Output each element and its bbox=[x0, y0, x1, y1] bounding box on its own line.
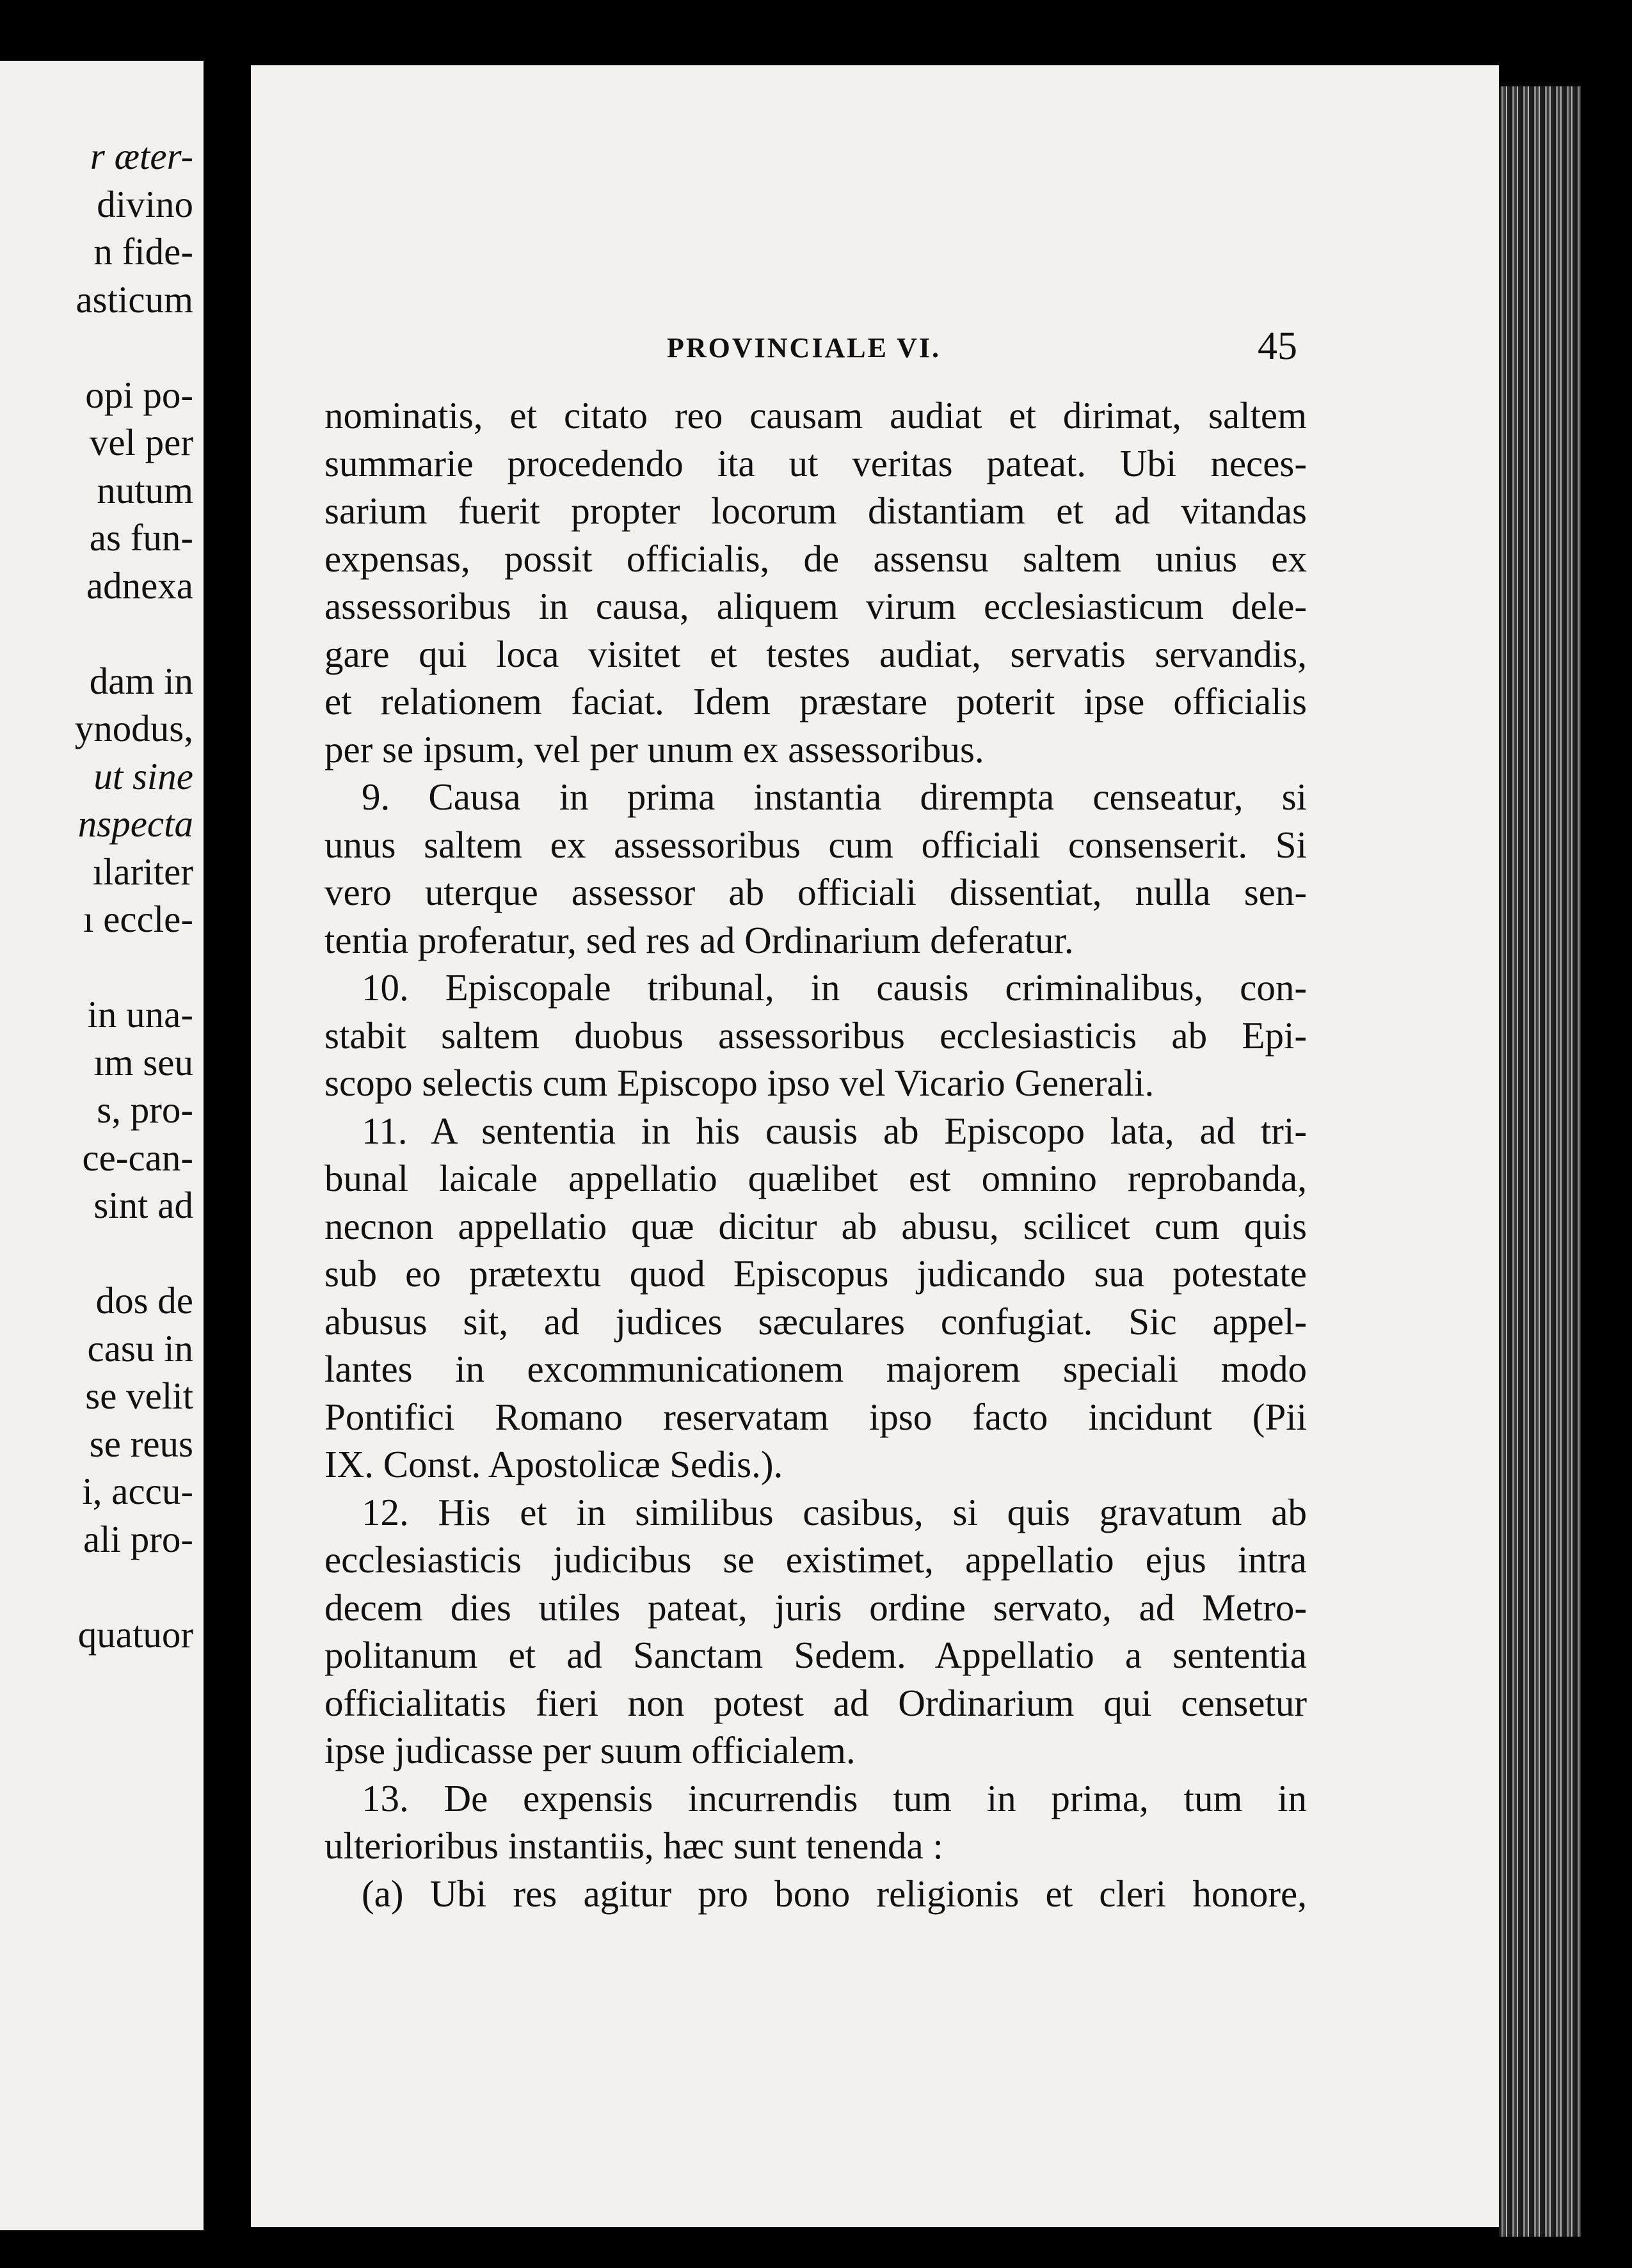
body-line: expensas, possit officialis, de assensu saltem unius ex bbox=[324, 537, 1307, 580]
body-line: ipse judicasse per suum officialem. bbox=[324, 1729, 856, 1771]
body-line: gare qui loca visitet et testes audiat, servatis servandis, bbox=[324, 632, 1307, 675]
body-line: sub eo prætextu quod Episcopus judicando sua potestate bbox=[324, 1252, 1307, 1295]
body-line: abusus sit, ad judices sæculares confugiat. Sic appel- bbox=[324, 1300, 1307, 1343]
left-page-line: s, pro- bbox=[97, 1089, 193, 1131]
body-line: 13. De expensis incurrendis tum in prima, tum in bbox=[362, 1777, 1307, 1819]
body-line: IX. Const. Apostolicæ Sedis.). bbox=[324, 1443, 783, 1485]
left-page-line: nutum bbox=[97, 468, 193, 511]
left-page-line: ı eccle- bbox=[83, 898, 193, 940]
left-page-line: sint ad bbox=[93, 1184, 193, 1226]
body-line: summarie procedendo ita ut veritas pateat. Ubi neces- bbox=[324, 442, 1307, 484]
body-line: lantes in excommunicationem majorem speciali modo bbox=[324, 1348, 1307, 1390]
body-line: politanum et ad Sanctam Sedem. Appellatio a sententia bbox=[324, 1634, 1307, 1676]
body-line: et relationem faciat. Idem præstare poterit ipse officialis bbox=[324, 680, 1307, 723]
dark-border bbox=[1581, 86, 1632, 2268]
left-page-line: ut sine bbox=[93, 755, 193, 797]
body-line: ulterioribus instantiis, hæc sunt tenenda : bbox=[324, 1825, 943, 1867]
left-page-line: ali pro- bbox=[83, 1517, 193, 1560]
left-page-line: se velit bbox=[85, 1375, 193, 1417]
left-page-line: n fide- bbox=[93, 230, 193, 273]
left-page-line: ce-can- bbox=[82, 1136, 193, 1179]
left-page-line: adnexa bbox=[86, 564, 193, 607]
body-text bbox=[324, 392, 1307, 1917]
body-line: sarium fuerit propter locorum distantiam et ad vitandas bbox=[324, 490, 1307, 532]
left-page-line: divino bbox=[97, 182, 193, 225]
body-line: assessoribus in causa, aliquem virum ecclesiasticum dele- bbox=[324, 585, 1307, 627]
body-line: scopo selectis cum Episcopo ipso vel Vicario Generali. bbox=[324, 1062, 1155, 1104]
body-line: nominatis, et citato reo causam audiat et dirimat, saltem bbox=[324, 394, 1307, 436]
page-header bbox=[251, 320, 1499, 371]
left-page-line: i, accu- bbox=[82, 1470, 193, 1512]
left-page-line: quatuor bbox=[77, 1613, 193, 1656]
left-page-line: nspecta bbox=[77, 803, 193, 845]
book-gutter bbox=[204, 0, 253, 2268]
left-page-line: dos de bbox=[95, 1279, 193, 1322]
main-page bbox=[251, 65, 1499, 2227]
page-number: 45 bbox=[1258, 324, 1297, 368]
body-line: necnon appellatio quæ dicitur ab abusu, scilicet cum quis bbox=[324, 1204, 1307, 1247]
left-page-line: ım seu bbox=[93, 1041, 193, 1083]
body-line: 9. Causa in prima instantia dirempta censeatur, si bbox=[362, 776, 1307, 818]
body-line: ecclesiasticis judicibus se existimet, appellatio ejus intra bbox=[324, 1538, 1307, 1581]
body-line: stabit saltem duobus assessoribus ecclesiasticis ab Epi- bbox=[324, 1014, 1307, 1057]
left-page-line: se reus bbox=[89, 1422, 193, 1465]
left-page-line: ılariter bbox=[92, 850, 193, 893]
body-line: 10. Episcopale tribunal, in causis criminalibus, con- bbox=[362, 966, 1307, 1009]
left-page-line: r æter- bbox=[90, 135, 193, 177]
left-page-line: dam in bbox=[89, 659, 193, 702]
body-line: (a) Ubi res agitur pro bono religionis et cleri honore, bbox=[362, 1872, 1307, 1915]
body-line: bunal laicale appellatio quælibet est omnino reprobanda, bbox=[324, 1157, 1307, 1199]
body-line: 11. A sententia in his causis ab Episcopo lata, ad tri- bbox=[362, 1109, 1307, 1152]
body-line: per se ipsum, vel per unum ex assessoribus. bbox=[324, 728, 984, 771]
body-line: 12. His et in similibus casibus, si quis gravatum ab bbox=[362, 1490, 1307, 1533]
left-page-line: casu in bbox=[87, 1327, 193, 1370]
left-page-line: opi po- bbox=[85, 373, 193, 416]
body-line: Pontifici Romano reservatam ipso facto incidunt (Pii bbox=[324, 1395, 1307, 1438]
body-line: tentia proferatur, sed res ad Ordinarium deferatur. bbox=[324, 918, 1074, 961]
left-page-line: in una- bbox=[87, 993, 193, 1035]
left-page-line: vel per bbox=[89, 421, 193, 463]
body-line: vero uterque assessor ab officiali dissentiat, nulla sen- bbox=[324, 871, 1307, 913]
body-line: unus saltem ex assessoribus cum officiali consenserit. Si bbox=[324, 823, 1307, 866]
running-head: PROVINCIALE VI. bbox=[667, 332, 941, 363]
body-line: officialitatis fieri non potest ad Ordinarium qui censetur bbox=[324, 1681, 1307, 1724]
left-page-line: asticum bbox=[76, 278, 193, 321]
left-page-line: ynodus, bbox=[74, 707, 193, 749]
body-line: decem dies utiles pateat, juris ordine servato, ad Metro- bbox=[324, 1586, 1307, 1629]
left-facing-page bbox=[0, 61, 204, 2230]
left-page-line: as fun- bbox=[89, 516, 193, 559]
